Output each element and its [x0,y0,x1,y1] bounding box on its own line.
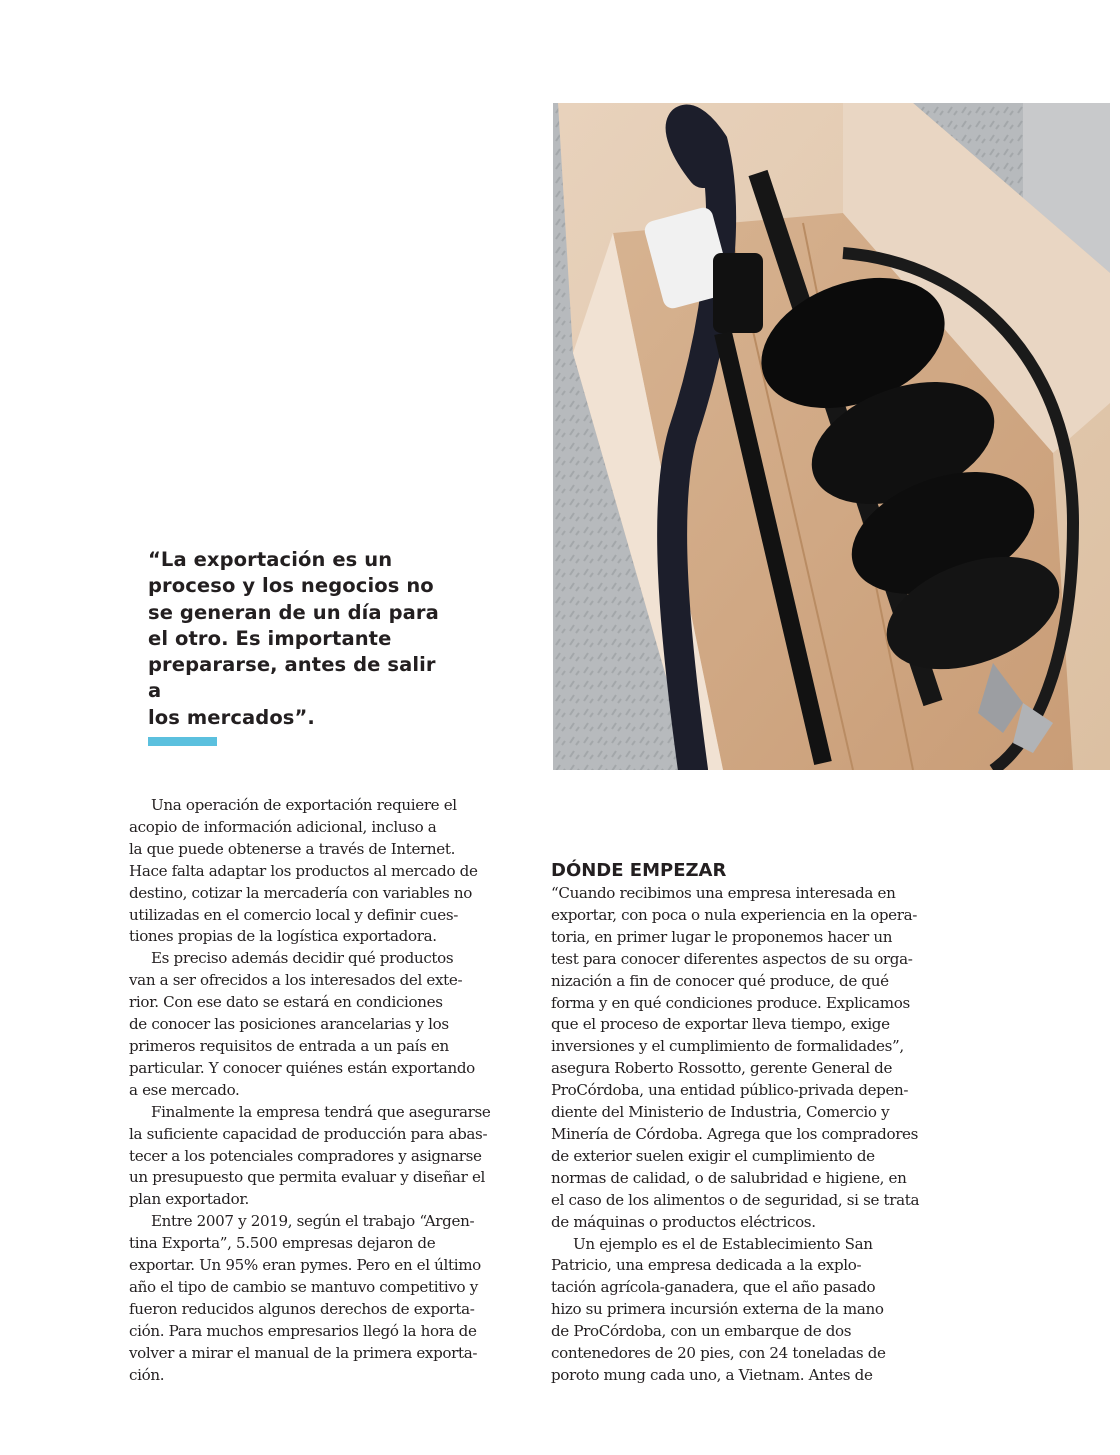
text-line: destino, cotizar la mercadería con variables no [129,883,472,902]
text-line: de exterior suelen exigir el cumplimiento de [551,1146,875,1165]
text-line: de máquinas o productos eléctricos. [551,1212,816,1231]
pull-quote-line: los mercados”. [148,705,315,729]
text-line: de conocer las posiciones arancelarias y los [129,1015,449,1034]
text-line: poroto mung cada uno, a Vietnam. Antes de [551,1365,873,1384]
pull-quote-line: se generan de un día para [148,600,439,624]
pull-quote-line: prepararse, antes de salir a [148,653,436,703]
text-line: Entre 2007 y 2019, según el trabajo “Argen- [151,1212,475,1231]
paragraph [129,1102,539,1212]
text-line: contenedores de 20 pies, con 24 toneladas de [551,1344,886,1363]
pull-quote-line: el otro. Es importante [148,626,392,650]
text-line: particular. Y conocer quiénes están exportando [129,1058,475,1077]
text-line: ción. [129,1365,165,1384]
text-line: Finalmente la empresa tendrá que asegurarse [151,1102,491,1121]
text-line: Minería de Córdoba. Agrega que los compradores [551,1124,919,1143]
text-line: Patricio, una empresa dedicada a la explo- [551,1256,862,1275]
text-line: asegura Roberto Rossotto, gerente General de [551,1059,893,1078]
pull-quote-line: proceso y los negocios no [148,574,434,598]
text-line: inversiones y el cumplimiento de formalidades”, [551,1037,904,1056]
body-column-right [551,883,961,1387]
text-line: ción. Para muchos empresarios llegó la hora de [129,1321,477,1340]
text-line: Hace falta adaptar los productos al mercado de [129,861,478,880]
body-column-left [129,795,539,1386]
paragraph [551,883,961,1234]
text-line: Una operación de exportación requiere el [151,796,457,814]
text-line: forma y en qué condiciones produce. Explicamos [551,993,910,1012]
text-line: “Cuando recibimos una empresa interesada en [551,884,896,902]
text-line: exportar. Un 95% eran pymes. Pero en el último [129,1256,481,1275]
text-line: un presupuesto que permita evaluar y diseñar el [129,1168,486,1187]
text-line: utilizadas en el comercio local y definir cues- [129,905,458,924]
text-line: tina Exporta”, 5.500 empresas dejaron de [129,1234,436,1253]
text-line: Un ejemplo es el de Establecimiento San [573,1234,873,1253]
paragraph [129,1211,539,1386]
text-line: acopio de información adicional, incluso a [129,817,437,836]
text-line: que el proceso de exportar lleva tiempo, exige [551,1015,890,1034]
text-line: test para conocer diferentes aspectos de su orga- [551,949,913,968]
text-line: rior. Con ese dato se estará en condiciones [129,993,443,1012]
text-line: primeros requisitos de entrada a un país en [129,1036,449,1055]
text-line: tecer a los potenciales compradores y asignarse [129,1146,482,1165]
paragraph [129,948,539,1101]
text-line: de ProCórdoba, con un embarque de dos [551,1322,852,1341]
article-photo [553,103,1110,770]
section-heading: DÓNDE EMPEZAR [551,860,727,881]
paragraph [129,795,539,948]
text-line: Es preciso además decidir qué productos [151,949,454,968]
text-line: normas de calidad, o de salubridad e higiene, en [551,1168,907,1187]
text-line: tación agrícola-ganadera, que el año pasado [551,1278,876,1297]
accent-bar [148,737,217,746]
text-line: tiones propias de la logística exportadora. [129,927,437,946]
text-line: ProCórdoba, una entidad público-privada depen- [551,1081,909,1100]
text-line: toria, en primer lugar le proponemos hacer un [551,927,893,946]
text-line: van a ser ofrecidos a los interesados del exte- [129,971,463,990]
paragraph [551,1234,961,1387]
text-line: volver a mirar el manual de la primera exporta- [129,1343,478,1362]
text-line: la que puede obtenerse a través de Internet. [129,839,456,858]
text-line: nización a fin de conocer qué produce, de qué [551,971,889,990]
text-line: diente del Ministerio de Industria, Comercio y [551,1103,890,1122]
text-line: a ese mercado. [129,1080,240,1099]
text-line: año el tipo de cambio se mantuvo competitivo y [129,1277,478,1296]
text-line: fueron reducidos algunos derechos de exporta- [129,1299,475,1318]
text-line: plan exportador. [129,1190,249,1209]
pull-quote-line: “La exportación es un [148,548,393,571]
auger-crate-image [553,103,1110,770]
text-line: el caso de los alimentos o de seguridad, si se trata [551,1190,920,1209]
text-line: hizo su primera incursión externa de la mano [551,1300,884,1319]
pull-quote [148,547,448,731]
text-line: la suficiente capacidad de producción para abas- [129,1124,488,1143]
text-line: exportar, con poca o nula experiencia en la opera- [551,905,918,924]
